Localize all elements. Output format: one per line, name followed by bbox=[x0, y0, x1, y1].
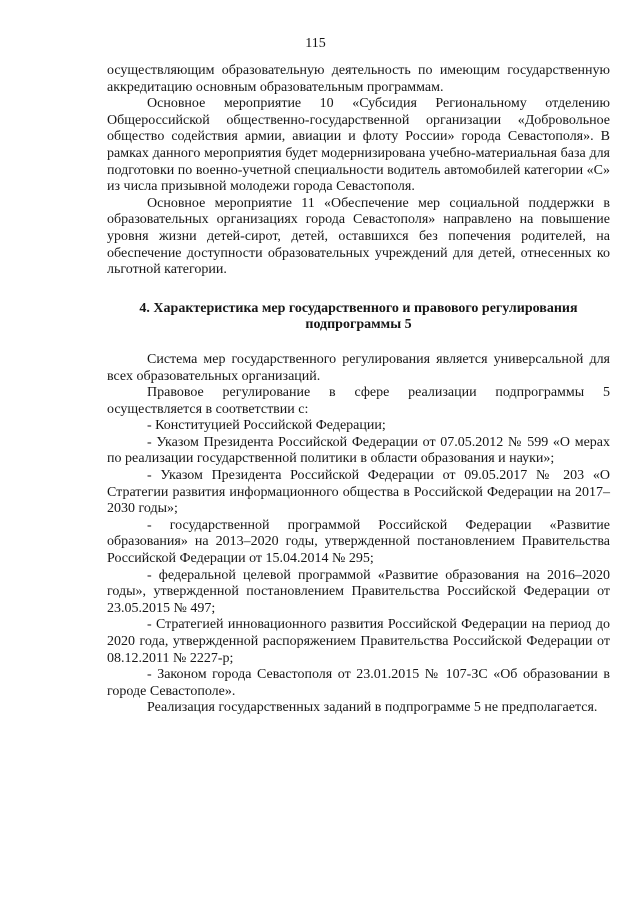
list-item-decree-599: - Указом Президента Российской Федерации от 07.05.2012 № 599 «О мерах по реализации государственной политики в области образования и науки»; bbox=[107, 434, 610, 467]
page-number: 115 bbox=[305, 36, 326, 51]
list-item-state-program: - государственной программой Российской Федерации «Развитие образования» на 2013–2020 годы, утвержденной постановлением Правительства Российской Федерации от 15.04.2014 № 295; bbox=[107, 517, 610, 567]
paragraph-state-assignments: Реализация государственных заданий в подпрограмме 5 не предполагается. bbox=[147, 700, 598, 716]
paragraph-continuation: осуществляющим образовательную деятельность по имеющим государственную аккредитацию основным образовательным программам. bbox=[107, 63, 610, 95]
list-item-sevastopol-law: - Законом города Севастополя от 23.01.2015 № 107-ЗС «Об образовании в городе Севастополе». bbox=[107, 667, 610, 699]
list-item-decree-203: - Указом Президента Российской Федерации от 09.05.2017 № 203 «О Стратегии развития информационного общества в Российской Федерации на 2017–2030 годы»; bbox=[107, 468, 610, 517]
paragraph-regulation-system: Система мер государственного регулирования является универсальной для всех образовательных организаций. bbox=[107, 351, 610, 384]
list-item-federal-program: - федеральной целевой программой «Развитие образования на 2016–2020 годы», утвержденной постановлением Правительства Российской Федерации от 23.05.2015 № 497; bbox=[107, 567, 610, 616]
document-body bbox=[107, 63, 610, 717]
paragraph-measure-10: Основное мероприятие 10 «Субсидия Региональному отделению Общероссийской общественно-государственной организации «Добровольное общество содействия армии, авиации и флоту России» города Севастополя». В рамках данного мероприятия будет модернизирована учебно-материальная база для подготовки по военно-учетной специальности водитель автомобилей категории «С» из числа призывной молодежи города Севастополя. bbox=[107, 96, 610, 195]
list-item-constitution: - Конституцией Российской Федерации; bbox=[147, 418, 386, 434]
paragraph-legal-basis: Правовое регулирование в сфере реализации подпрограммы 5 осуществляется в соответствии с: bbox=[107, 385, 610, 417]
list-item-innovation-strategy: - Стратегией инновационного развития Российской Федерации на период до 2020 года, утвержденной распоряжением Правительства Российской Федерации от 08.12.2011 № 2227-р; bbox=[107, 617, 610, 666]
paragraph-measure-11: Основное мероприятие 11 «Обеспечение мер социальной поддержки в образовательных организациях города Севастополя» направлено на повышение уровня жизни детей-сирот, детей, оставшихся без попечения родителей, на обеспечение доступности образовательных учреждений для детей, отнесенных ко льготной категории. bbox=[107, 195, 610, 278]
section-heading: 4. Характеристика мер государственного и правового регулирования подпрограммы 5 bbox=[139, 300, 578, 333]
